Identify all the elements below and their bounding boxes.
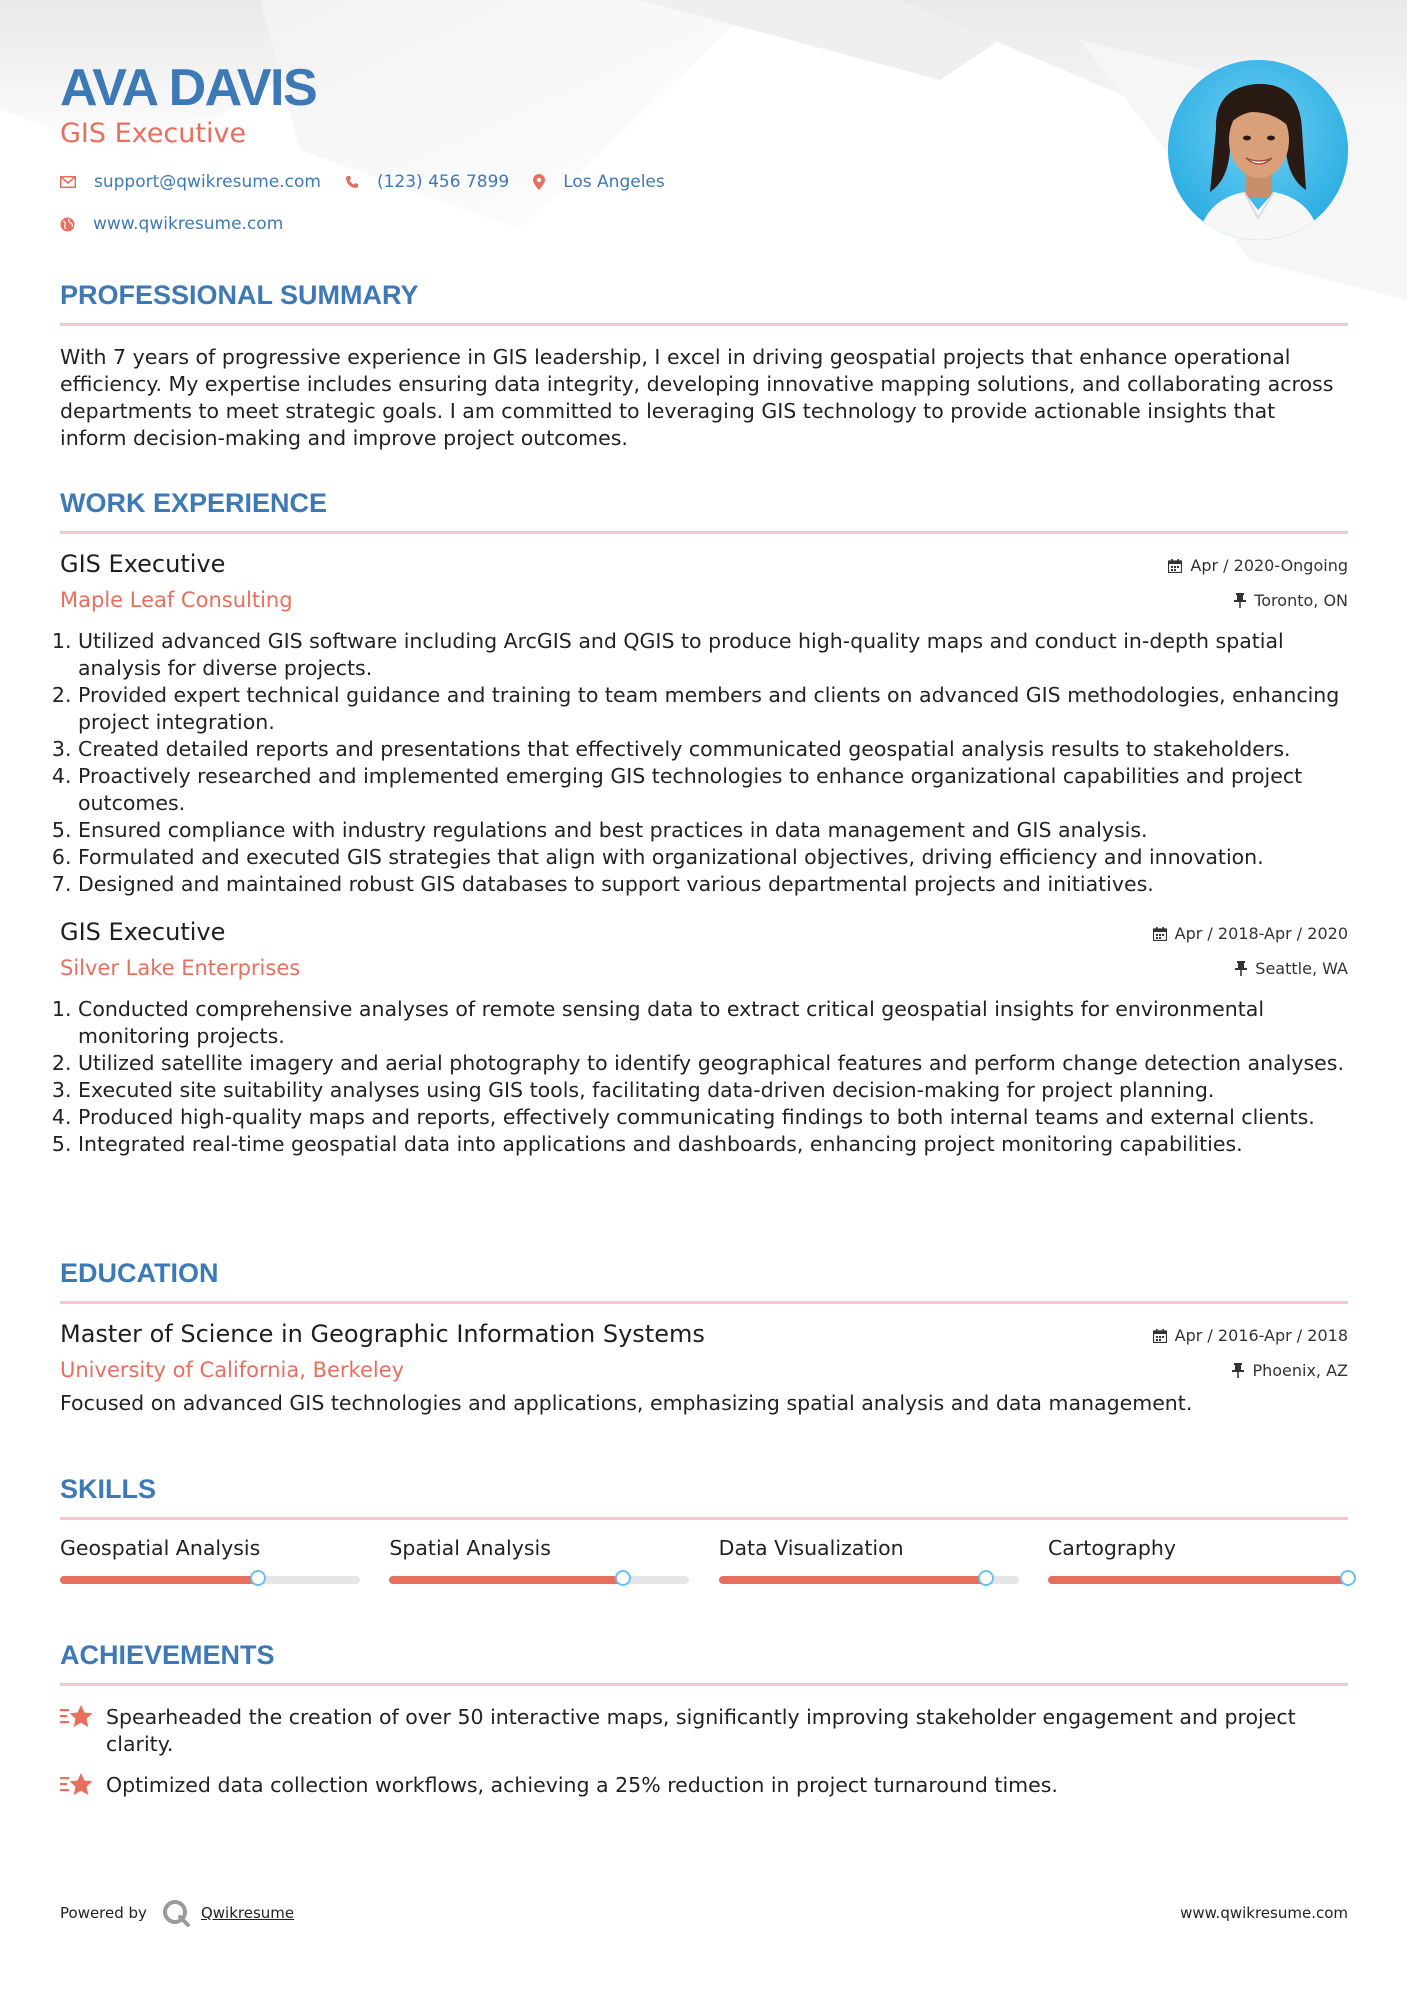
school-name: University of California, Berkeley	[60, 1358, 405, 1382]
skills-section	[60, 1474, 1348, 1584]
skill-name: Geospatial Analysis	[60, 1536, 261, 1560]
skill-bar-knob	[1340, 1570, 1356, 1586]
experience-heading: WORK EXPERIENCE	[60, 488, 328, 518]
education-location	[1232, 1361, 1348, 1380]
degree-title: Master of Science in Geographic Information Systems	[60, 1320, 705, 1348]
phone-contact[interactable]	[345, 172, 509, 192]
achievements-section	[60, 1640, 1348, 1813]
list-item: 5. Integrated real-time geospatial data into applications and dashboards, enhancing project monitoring capabilities.	[78, 1131, 1348, 1158]
star-icon	[60, 1704, 94, 1730]
globe-icon	[60, 217, 75, 232]
job-dates	[1168, 556, 1348, 575]
qwikresume-logo-icon	[161, 1898, 191, 1928]
skill-bar-fill	[1048, 1576, 1348, 1584]
contact-row-secondary	[60, 214, 307, 234]
profile-photo	[1168, 60, 1348, 240]
job-company: Maple Leaf Consulting	[60, 588, 293, 612]
location-contact	[533, 172, 665, 192]
skill-bar	[719, 1576, 1019, 1584]
skill-name: Data Visualization	[718, 1536, 904, 1560]
skill-item	[389, 1536, 689, 1584]
education-dates	[1153, 1326, 1348, 1345]
job-entry	[60, 918, 1348, 1158]
powered-by-label: Powered by	[60, 1904, 147, 1922]
experience-section	[60, 488, 1348, 1158]
education-location-text: Phoenix, AZ	[1252, 1361, 1348, 1380]
section-divider	[60, 1301, 1348, 1304]
job-entry	[60, 550, 1348, 898]
calendar-icon	[1168, 559, 1182, 573]
list-item: 6. Formulated and executed GIS strategies that align with organizational objectives, driving efficiency and innovation.	[78, 844, 1348, 871]
job-bullets	[60, 996, 1348, 1158]
job-dates-text: Apr / 2018-Apr / 2020	[1174, 924, 1348, 943]
pushpin-icon	[1232, 1363, 1244, 1378]
job-company: Silver Lake Enterprises	[60, 956, 301, 980]
skill-item	[719, 1536, 1019, 1584]
website-contact[interactable]	[60, 214, 283, 234]
phone-text[interactable]: (123) 456 7899	[376, 172, 510, 192]
job-title: GIS Executive	[60, 918, 226, 946]
achievement-text: Optimized data collection workflows, achieving a 25% reduction in project turnaround times.	[106, 1773, 1058, 1797]
skill-item	[60, 1536, 360, 1584]
achievements-heading: ACHIEVEMENTS	[60, 1640, 275, 1670]
list-item: 7. Designed and maintained robust GIS databases to support various departmental projects and initiatives.	[78, 871, 1348, 898]
email-text[interactable]: support@qwikresume.com	[94, 172, 321, 192]
skill-bar-fill	[719, 1576, 986, 1584]
pushpin-icon	[1234, 593, 1246, 608]
list-item: 1. Conducted comprehensive analyses of remote sensing data to extract critical geospatial insights for environmental monitoring projects.	[78, 996, 1348, 1050]
skill-item	[1048, 1536, 1348, 1584]
section-divider	[60, 1683, 1348, 1686]
skills-heading: SKILLS	[60, 1474, 157, 1504]
star-icon	[60, 1772, 94, 1798]
achievement-item	[60, 1772, 1348, 1799]
candidate-role: GIS Executive	[60, 118, 247, 149]
calendar-icon	[1153, 1329, 1167, 1343]
section-divider	[60, 1517, 1348, 1520]
job-bullets	[60, 628, 1348, 898]
list-item: 2. Utilized satellite imagery and aerial photography to identify geographical features and perform change detection analyses.	[78, 1050, 1348, 1077]
skill-bar-fill	[60, 1576, 258, 1584]
envelope-icon	[60, 176, 76, 188]
skill-bar-knob	[978, 1570, 994, 1586]
section-divider	[60, 531, 1348, 534]
list-item: 3. Executed site suitability analyses using GIS tools, facilitating data-driven decision-making for project planning.	[78, 1077, 1348, 1104]
contact-row-primary	[60, 172, 689, 192]
job-dates-text: Apr / 2020-Ongoing	[1190, 556, 1348, 575]
education-dates-text: Apr / 2016-Apr / 2018	[1174, 1326, 1348, 1345]
list-item: 4. Proactively researched and implemented emerging GIS technologies to enhance organizational capabilities and project outcomes.	[78, 763, 1348, 817]
job-location-text: Seattle, WA	[1255, 959, 1348, 978]
skill-bar-knob	[615, 1570, 631, 1586]
job-location	[1235, 959, 1348, 978]
candidate-name: AVA DAVIS	[60, 59, 317, 117]
website-text[interactable]: www.qwikresume.com	[93, 214, 284, 234]
list-item: 2. Provided expert technical guidance and training to team members and clients on advanced GIS methodologies, enhancing project integration.	[78, 682, 1348, 736]
job-dates	[1153, 924, 1348, 943]
skill-name: Spatial Analysis	[389, 1536, 551, 1560]
location-text: Los Angeles	[563, 172, 665, 192]
skill-bar-fill	[389, 1576, 623, 1584]
qwikresume-link[interactable]: Qwikresume	[200, 1904, 295, 1922]
education-section	[60, 1258, 1348, 1417]
summary-section	[60, 280, 1348, 452]
education-description: Focused on advanced GIS technologies and applications, emphasizing spatial analysis and data management.	[60, 1391, 1193, 1415]
skill-bar	[389, 1576, 689, 1584]
email-contact[interactable]	[60, 172, 321, 192]
achievement-text: Spearheaded the creation of over 50 interactive maps, significantly improving stakeholder engagement and project clarity.	[106, 1705, 1296, 1756]
avatar-illustration	[1168, 60, 1348, 240]
job-location-text: Toronto, ON	[1254, 591, 1348, 610]
skill-bar	[60, 1576, 360, 1584]
list-item: 3. Created detailed reports and presentations that effectively communicated geospatial analysis results to stakeholders.	[78, 736, 1348, 763]
list-item: 1. Utilized advanced GIS software including ArcGIS and QGIS to produce high-quality maps and conduct in-depth spatial analysis for diverse projects.	[78, 628, 1348, 682]
job-title: GIS Executive	[60, 550, 226, 578]
summary-heading: PROFESSIONAL SUMMARY	[60, 280, 419, 310]
job-location	[1234, 591, 1348, 610]
education-heading: EDUCATION	[60, 1258, 219, 1288]
skill-name: Cartography	[1047, 1536, 1177, 1560]
summary-text: With 7 years of progressive experience in GIS leadership, I excel in driving geospatial projects that enhance operational efficiency. My expertise includes ensuring data integrity, developing innovative mapping solutions, and collaborating across departments to meet strategic goals. I am committed to leveraging GIS technology to provide actionable insights that inform decision-making and improve project outcomes.	[60, 345, 1334, 450]
skill-bar	[1048, 1576, 1348, 1584]
achievement-item	[60, 1704, 1348, 1758]
section-divider	[60, 323, 1348, 326]
footer-website[interactable]: www.qwikresume.com	[1180, 1904, 1348, 1922]
calendar-icon	[1153, 927, 1167, 941]
list-item: 5. Ensured compliance with industry regulations and best practices in data management and GIS analysis.	[78, 817, 1348, 844]
phone-icon	[345, 175, 359, 189]
skills-list	[60, 1536, 1348, 1584]
list-item: 4. Produced high-quality maps and reports, effectively communicating findings to both internal teams and external clients.	[78, 1104, 1348, 1131]
skill-bar-knob	[250, 1570, 266, 1586]
pushpin-icon	[1235, 961, 1247, 976]
map-pin-icon	[533, 174, 545, 190]
page-footer	[60, 1898, 1348, 1928]
